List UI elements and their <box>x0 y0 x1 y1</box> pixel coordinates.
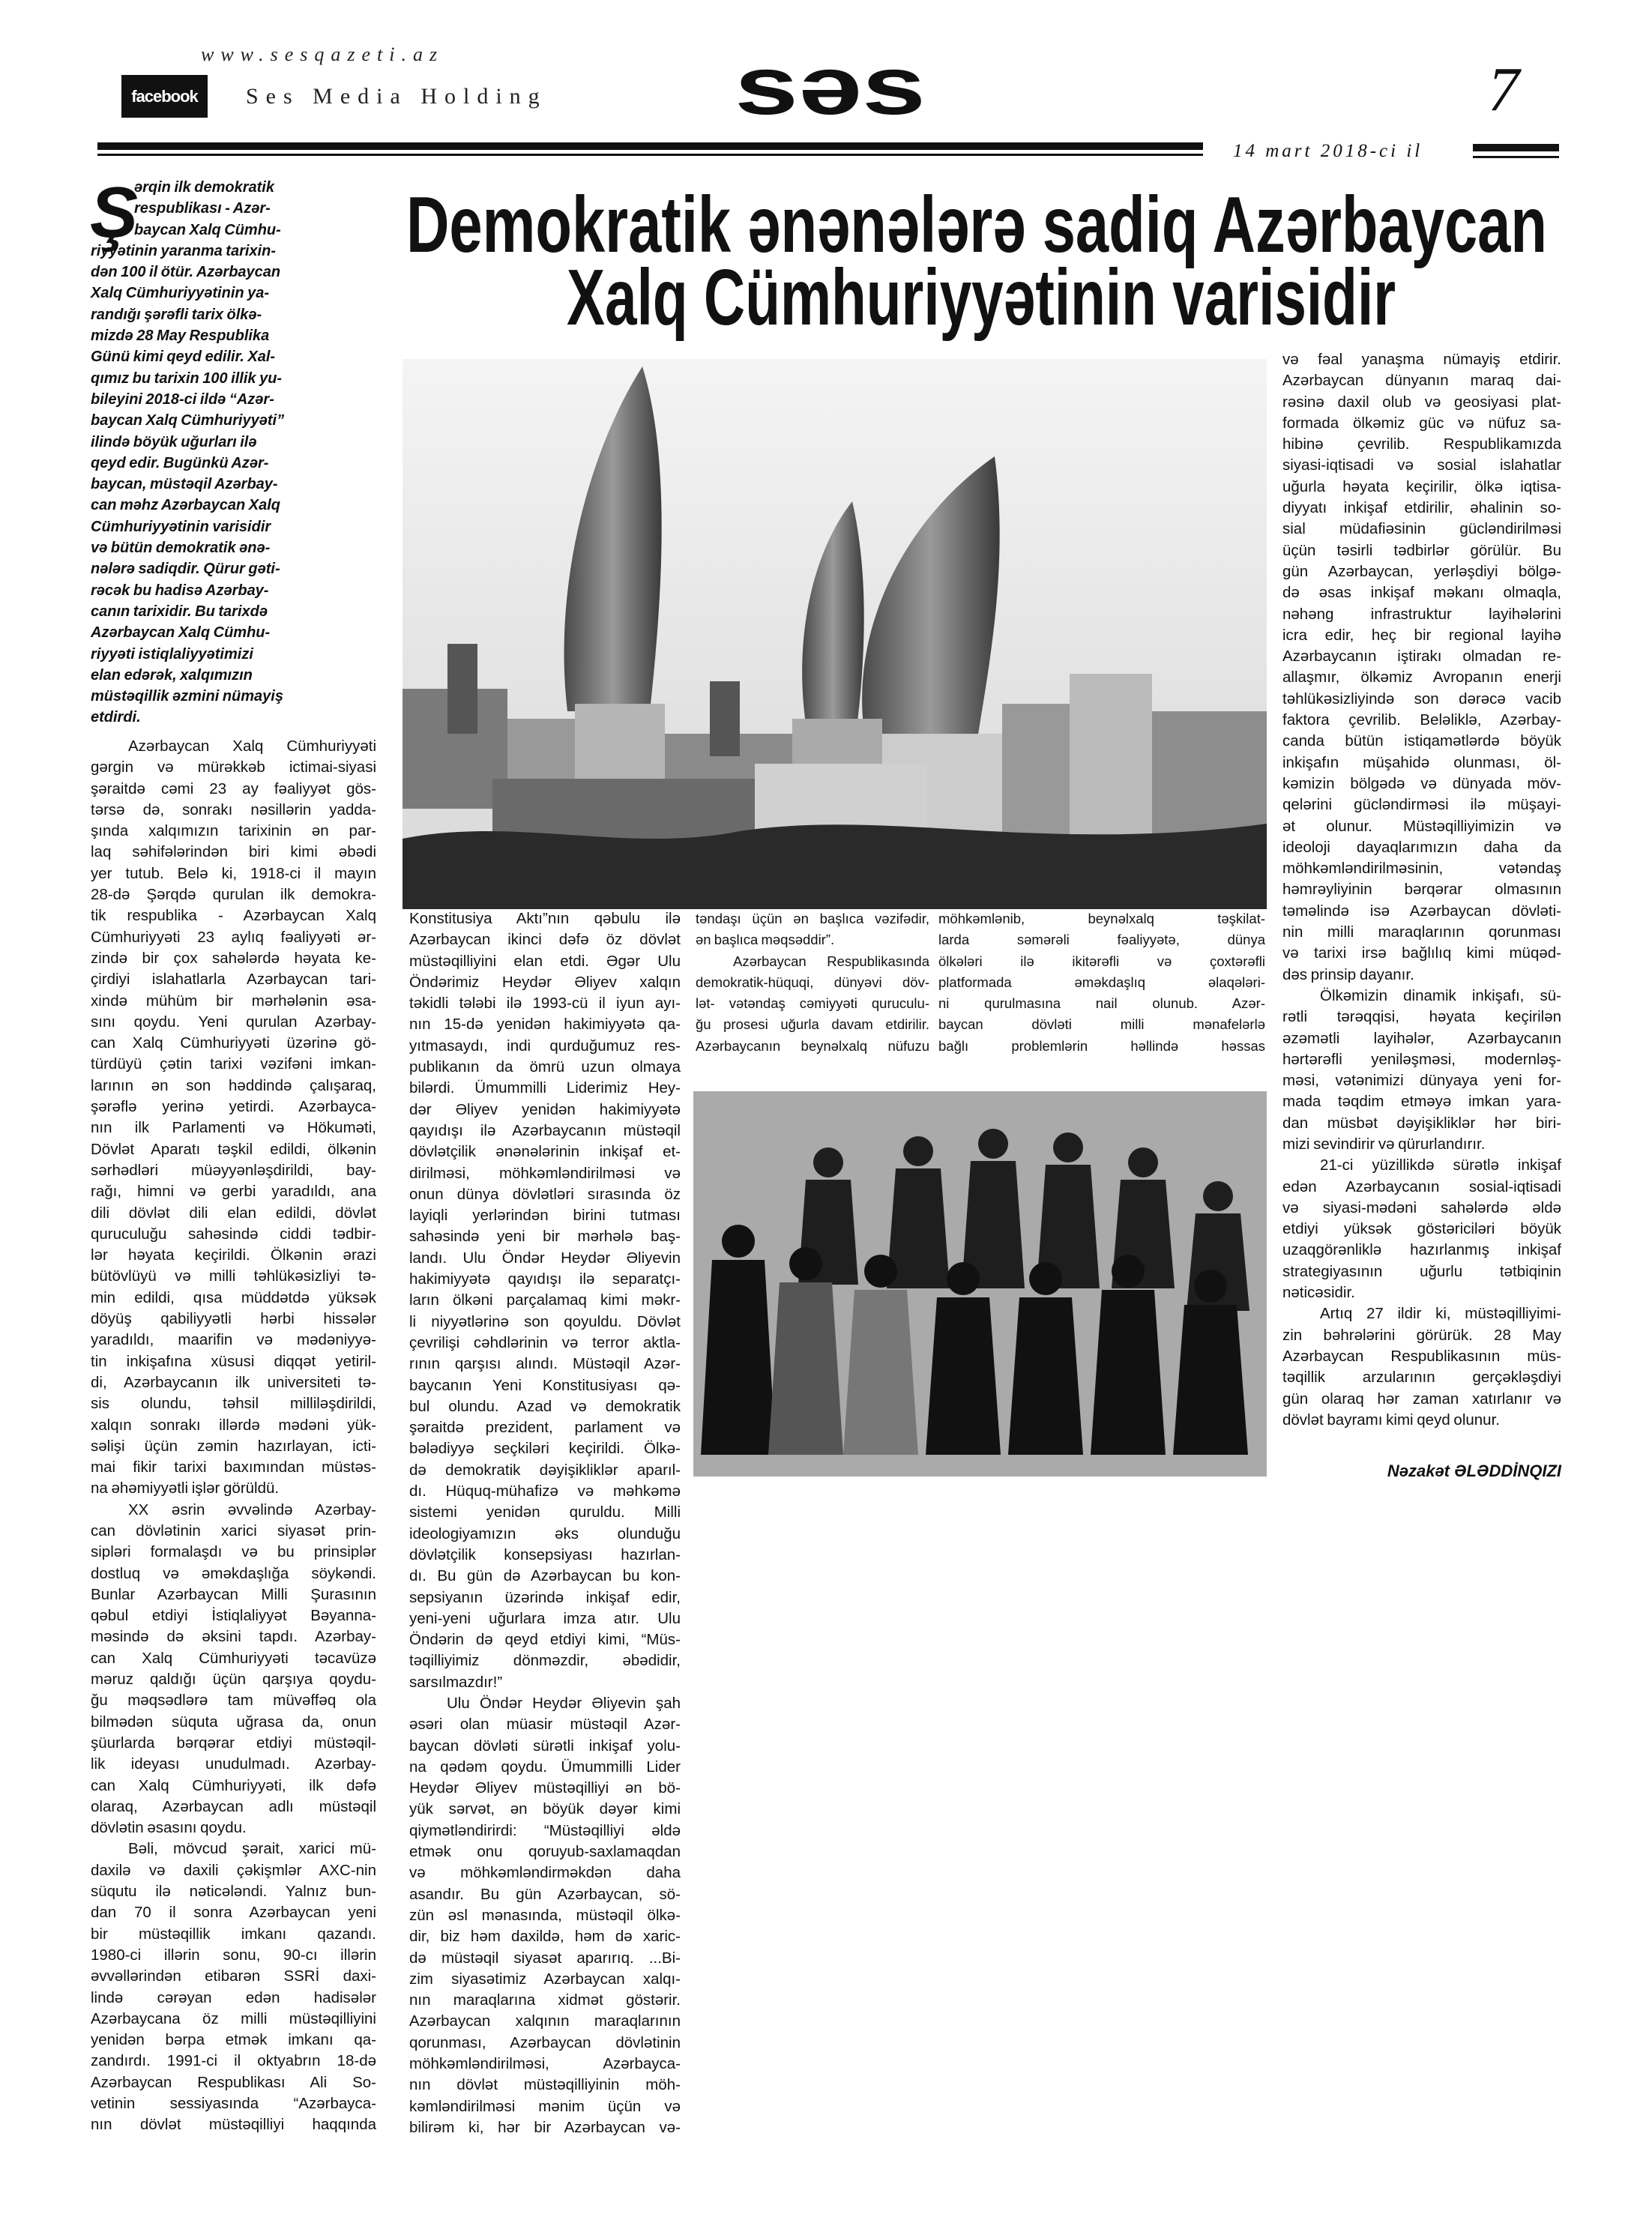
text-line: 1980-ci illərin sonu, 90-cı illərin <box>91 1946 376 1964</box>
masthead-rule-thick <box>97 142 1203 150</box>
text-line: təqillik arzularının gerçəkləşdiyi <box>1282 1369 1561 1387</box>
text-line: zandırdı. 1991-ci il oktyabrın 18-də <box>91 2052 376 2070</box>
text-line: dövlət bayramı kimi qeyd olunur. <box>1282 1411 1500 1429</box>
text-line: də əsas inkişaf məkanı olmaqla, <box>1282 584 1561 602</box>
text-line: li niyyətlərinə son qoyuldu. Dövlət <box>409 1312 681 1330</box>
author-signature: Nəzakət ƏLƏDDİNQIZI <box>1387 1462 1561 1480</box>
text-line: icra edir, heç bir regional layihə <box>1282 626 1561 644</box>
text-line: etmək onu qoruyub-saxlamaqdan <box>409 1843 681 1861</box>
text-line: Bunlar Azərbaycan Milli Şurasının <box>91 1585 376 1603</box>
text-line: bilmədən süquta uğrasa da, onun <box>91 1713 376 1731</box>
text-line: gün Azərbaycan, yerləşdiyi bölgə- <box>1282 562 1561 580</box>
lead-text-line: riyyətinin yaranma tarixin- <box>91 242 276 259</box>
text-line: mai fikir tarixi baxımından müstəs- <box>91 1459 376 1477</box>
lead-text-line: bileyini 2018-ci ildə “Azər- <box>91 390 274 408</box>
date-rule-thin <box>1473 156 1559 158</box>
paragraph <box>91 1500 376 1839</box>
lead-text-line: baycan Xalq Cümhuriyyəti” <box>91 412 285 429</box>
historic-group-photo <box>693 1091 1267 1477</box>
text-line: xində mühüm bir mərhələnin əsa- <box>91 992 376 1010</box>
article-column-4 <box>938 908 1265 1057</box>
text-line: dər Əliyev yenidən hakimiyyətə <box>409 1100 681 1118</box>
lead-text-line: can məhz Azərbaycan Xalq <box>91 497 281 514</box>
text-line: bilirəm ki, hər bir Azərbaycan və- <box>409 2118 681 2136</box>
text-line: nəhəng infrastruktur layihələrini <box>1282 605 1561 623</box>
text-line: məsi, vətənimizi dünyaya yeni for- <box>1282 1072 1561 1090</box>
text-line: ğu prosesi uğurla davam etdirilir. <box>696 1016 929 1033</box>
text-line: nın 15-də yenidən hakimiyyətə qa- <box>409 1016 681 1034</box>
text-line: Cümhuriyyəti 23 aylıq fəaliyyəti ər- <box>91 928 376 946</box>
text-line: siyasi-iqtisadi və sosial islahatlar <box>1282 456 1561 474</box>
lead-text-line: etdirdi. <box>91 709 141 726</box>
lead-text-line: ilində böyük uğurları ilə <box>91 433 257 450</box>
headline-line-1: Demokratik ənənələrə sadiq Azərbaycan <box>406 181 1547 269</box>
text-line: rının qarşısı alındı. Müstəqil Azər- <box>409 1355 681 1373</box>
text-line: sarsılmazdır!” <box>409 1673 503 1691</box>
text-line: dili dövlət dili elan edildi, dövlət <box>91 1204 376 1222</box>
paragraph <box>696 951 929 1057</box>
text-line: türdüyü çətin tarixi vəzifəni imkan- <box>91 1055 376 1073</box>
lead-text-line: nələrə sadiqdir. Qürur gəti- <box>91 561 280 578</box>
lead-text-line: ərqin ilk demokratik <box>134 179 274 196</box>
text-line: səlişi üçün zəmin hazırlayan, icti- <box>91 1437 376 1455</box>
text-line: onun dünya dövlətləri sırasında öz <box>409 1185 681 1203</box>
paragraph <box>1282 349 1561 986</box>
text-line: tin inkişafına xüsusi diqqət yetiril- <box>91 1352 376 1370</box>
text-line: Azərbaycana öz milli müstəqilliyini <box>91 2009 376 2027</box>
text-line: hakimiyyətə qayıdışı ilə separatçı- <box>409 1270 681 1288</box>
headline-line-2: Xalq Cümhuriyyətinin varisidir <box>567 253 1396 342</box>
text-line: baycan dövləti milli mənafelərlə <box>938 1016 1265 1033</box>
text-line: Azərbaycanın iştirakı olmadan re- <box>1282 648 1561 666</box>
text-line: uzaqgörənliklə hazırlanmış inkişaf <box>1282 1241 1561 1259</box>
text-line: na qədəm qoydu. Ümummilli Lider <box>409 1758 681 1776</box>
text-line: laq səhifələrindən biri kimi əbədi <box>91 843 376 861</box>
lead-text-line: randığı şərəfli tarix ölkə- <box>91 306 262 323</box>
text-line: və fəal yanaşma nümayiş etdirir. <box>1282 351 1561 368</box>
text-line: sis olundu, təhsil milliləşdirildi, <box>91 1395 376 1413</box>
lead-text-line: baycan Xalq Cümhu- <box>134 221 281 238</box>
text-line: can Xalq Cümhuriyyəti üzərinə gö- <box>91 1034 376 1052</box>
text-line: təqilliyimiz dönməzdir, əbədidir, <box>409 1652 681 1670</box>
lead-text-line: elan edərək, xalqımızın <box>91 666 253 684</box>
text-line: sərhədləri müəyyənləşdirildi, bay- <box>91 1161 376 1179</box>
paragraph <box>1282 986 1561 1155</box>
drop-cap: Ş <box>90 172 139 253</box>
text-line: çevrilişi cəhdlərinin və terror aktla- <box>409 1333 681 1351</box>
text-line: 21-ci yüzillikdə sürətlə inkişaf <box>1320 1156 1561 1174</box>
text-line: möhkəmləndirilməsinin, vətəndaş <box>1282 860 1561 878</box>
text-line: dirilməsi, möhkəmləndirilməsi və <box>409 1164 681 1182</box>
text-line: demokratik-hüquqi, dünyəvi döv- <box>696 974 929 990</box>
text-line: olaraq, Azərbaycan adlı müstəqil <box>91 1797 376 1815</box>
text-line: ölkələri ilə ikitərəfli və çoxtərəfli <box>938 953 1265 969</box>
text-line: ən başlıca məqsəddir”. <box>696 932 835 948</box>
text-line: dövlətçilik ənənələrinin inkişaf et- <box>409 1143 681 1161</box>
text-line: sipləri formalaşdı və bu prinsiplər <box>91 1543 376 1561</box>
text-line: faktora çevrilib. Beləliklə, Azərbay- <box>1282 711 1561 729</box>
lead-text-line: baycan, müstəqil Azərbay- <box>91 476 278 493</box>
text-line: əvvəllərindən etibarən SSRİ daxi- <box>91 1967 376 1985</box>
text-line: zində bir çox sahələrdə həyata ke- <box>91 949 376 967</box>
text-line: can dövlətinin xarici siyasət prin- <box>91 1521 376 1539</box>
text-line: nin milli maraqlarının qorunması <box>1282 923 1561 941</box>
paragraph <box>91 1839 376 2135</box>
paragraph <box>696 908 929 951</box>
lead-text-line: qeyd edir. Bugünkü Azər- <box>91 454 269 471</box>
baku-flame-towers-photo <box>403 359 1267 909</box>
text-line: zim siyasətimiz Azərbaycan xalqı- <box>409 1970 681 1988</box>
text-line: Azərbaycan Respublikasının müs- <box>1282 1347 1561 1365</box>
text-line: yenidən bərpa etmək imkanı qa- <box>91 2031 376 2049</box>
text-line: bələdiyyə seçkiləri keçirildi. Ölkə- <box>409 1440 681 1458</box>
lead-text-line: və bütün demokratik ənə- <box>91 540 271 557</box>
text-line: Artıq 27 ildir ki, müstəqilliyimi- <box>1320 1305 1561 1323</box>
paragraph <box>409 1693 681 2138</box>
text-line: sını qoydu. Yeni qurulan Azərbay- <box>91 1013 376 1031</box>
text-line: strategiyasının uğurlu tətbiqinin <box>1282 1262 1561 1280</box>
facebook-logo[interactable]: facebook <box>121 75 208 118</box>
text-line: qorunması, Azərbaycan dövlətinin <box>409 2033 681 2051</box>
paragraph <box>938 908 1265 1057</box>
text-line: etdiyi yüksək göstəriciləri böyük <box>1282 1220 1561 1238</box>
text-line: dan müsbət dəyişikliklər hər biri- <box>1282 1114 1561 1132</box>
text-line: hərtərəfli yeniləşməsi, modernləş- <box>1282 1050 1561 1068</box>
text-line: dan 70 il sonra Azərbaycan yeni <box>91 1904 376 1922</box>
text-line: Öndərimiz Heydər Əliyev xalqın <box>409 973 681 991</box>
text-line: sial müdafiəsinin gücləndirilməsi <box>1282 520 1561 538</box>
paragraph <box>1282 1155 1561 1303</box>
text-line: platformada əməkdaşlıq əlaqələri- <box>938 974 1265 990</box>
lead-text-line: riyyəti istiqlaliyyətimizi <box>91 645 253 663</box>
lead-text-line: respublikası - Azər- <box>134 200 271 217</box>
text-line: vetinin sessiyasında “Azərbayca- <box>91 2095 376 2112</box>
text-line: şərəflə yerinə yetirdi. Azərbayca- <box>91 1098 376 1116</box>
text-line: baycanın Yeni Konstitusiyası qə- <box>409 1376 681 1394</box>
text-line: can Xalq Cümhuriyyəti təcavüzə <box>91 1649 376 1667</box>
text-line: dəs prinsip dayanır. <box>1282 965 1414 983</box>
text-line: edən Azərbaycanın sosial-iqtisadi <box>1282 1177 1561 1195</box>
text-line: dı. Bu gün də Azərbaycan bu kon- <box>409 1567 681 1585</box>
text-line: qayıdışı ilə Azərbaycanın müstəqil <box>409 1121 681 1139</box>
text-line: təkidli tələbi ilə 1993-cü il iyun ayı- <box>409 995 681 1013</box>
text-line: canda bütün istiqamətlərdə böyük <box>1282 732 1561 750</box>
site-url[interactable]: www.sesqazeti.az <box>201 43 444 65</box>
masthead-rule-thin <box>97 154 1203 156</box>
text-line: əzəmətli layihələr, Azərbaycanın <box>1282 1029 1561 1047</box>
text-line: XX əsrin əvvəlində Azərbay- <box>128 1500 376 1518</box>
text-line: bul olundu. Azad və demokratik <box>409 1397 681 1415</box>
text-line: zün əsl mənasında, müstəqil ölkə- <box>409 1906 681 1924</box>
article-column-1 <box>91 736 376 2136</box>
text-line: mizi sevindirir və qürurlandırır. <box>1282 1135 1486 1153</box>
text-line: larının ən son həddində çalışaraq, <box>91 1076 376 1094</box>
text-line: kəmləndirilməsi mənim üçün və <box>409 2097 681 2115</box>
text-line: dövlətçilik konsepsiyası hazırlan- <box>409 1545 681 1563</box>
trees-foreground <box>403 824 1267 909</box>
text-line: formada ölkəmiz güc və nüfuz sa- <box>1282 414 1561 432</box>
issue-date: 14 mart 2018-ci il <box>1233 141 1423 161</box>
text-line: Azərbaycan xalqının maraqlarının <box>409 2012 681 2030</box>
text-line: uğurla həyata keçirilir, ölkə iqtisa- <box>1282 477 1561 495</box>
text-line: lində cərəyan edən hadisələr <box>91 1988 376 2006</box>
text-line: ideoloji dayaqlarımızın daha da <box>1282 838 1561 856</box>
lead-text-line: Cümhuriyyətinin varisidir <box>91 518 271 535</box>
article-headline <box>397 181 1555 342</box>
text-line: baycan dövləti sürətli inkişaf yolu- <box>409 1737 681 1755</box>
text-line: məruz qaldığı üçün qarşıya qoydu- <box>91 1671 376 1689</box>
text-line: tik respublika - Azərbaycan Xalq <box>91 907 376 925</box>
text-line: dostluq və əməkdaşlığa söykəndi. <box>91 1564 376 1582</box>
text-line: landı. Ulu Öndər Heydər Əliyevin <box>409 1249 681 1267</box>
text-line: diyyatı inkişaf etdirilir, əhalinin so- <box>1282 499 1561 517</box>
text-line: yer tutub. Belə ki, 1918-ci il mayın <box>91 864 376 882</box>
text-line: nın dövlət müstəqilliyinin möh- <box>409 2076 681 2094</box>
text-line: şəraitdə cəmi 23 ay fəaliyyət gös- <box>91 779 376 797</box>
text-line: yaradıldı, maarifin və mədəniyyə- <box>91 1331 376 1349</box>
text-line: şüurlarda bərqərar etdiyi müstəqil- <box>91 1734 376 1752</box>
logo-text: səs <box>735 40 926 132</box>
text-line: rətli tərəqqisi, həyata keçirilən <box>1282 1008 1561 1026</box>
text-line: Ulu Öndər Heydər Əliyevin şah <box>447 1694 681 1712</box>
text-line: şəraitdə prezident, parlament və <box>409 1419 681 1437</box>
text-line: dövlətin əsasını qoydu. <box>91 1819 247 1837</box>
text-line: nın maraqlarına xidmət göstərir. <box>409 1991 681 2009</box>
lead-text-line: mizdə 28 May Respublika <box>91 328 270 345</box>
text-line: nəticəsidir. <box>1282 1284 1355 1302</box>
text-line: üçün təsirli tədbirlər görülür. Bu <box>1282 541 1561 559</box>
text-line: süqutu ilə nəticələndi. Yalnız bun- <box>91 1883 376 1901</box>
text-line: yıtmasaydı, indi qurduğumuz res- <box>409 1037 681 1055</box>
text-line: gün olaraq hər zaman xatırlanır və <box>1282 1390 1561 1408</box>
text-line: rağı, himni və gerbi yaradıldı, ana <box>91 1183 376 1201</box>
text-line: Dövlət Aparatı təşkil edildi, ölkənin <box>91 1140 376 1158</box>
text-line: yeni-yeni uğurlara imza atır. Ulu <box>409 1609 681 1627</box>
text-line: əsəri olan müasir müstəqil Azər- <box>409 1716 681 1734</box>
lead-text-line: dən 100 il ötür. Azərbaycan <box>91 264 281 281</box>
text-line: min edildi, qısa müddətdə yüksək <box>91 1288 376 1306</box>
text-line: Öndərin də qeyd etdiyi kimi, “Müs- <box>409 1631 681 1649</box>
lead-text-line: Xalq Cümhuriyyətinin ya- <box>91 285 270 302</box>
text-line: möhkəmləndirilməsi, Azərbayca- <box>409 2055 681 2073</box>
text-line: hibinə çevrilib. Respublikamızda <box>1282 435 1561 453</box>
article-lead <box>90 172 376 729</box>
text-line: şında xalqımızın tarixinin ən par- <box>91 822 376 840</box>
text-line: allaşmır, ölkəmiz Avropanın enerji <box>1282 669 1561 687</box>
text-line: gərgin və mürəkkəb ictimai-siyasi <box>91 758 376 776</box>
text-line: də müstəqil siyasət aparırıq. ...Bi- <box>409 1949 681 1967</box>
text-line: dir, biz həm daxildə, həm də xaric- <box>409 1928 681 1946</box>
text-line: larda səmərəli fəaliyyətə, dünya <box>938 932 1265 948</box>
text-line: və siyasi-mədəni sahələrdə əldə <box>1282 1198 1561 1216</box>
page-number: 7 <box>1488 55 1519 124</box>
text-line: Azərbaycan Respublikasında <box>733 953 929 969</box>
text-line: Azərbaycan Xalq Cümhuriyyəti <box>128 738 376 755</box>
article-column-2 <box>409 908 681 2138</box>
text-line: məsində də əksini tapdı. Azərbay- <box>91 1628 376 1646</box>
paragraph <box>409 908 681 1693</box>
text-line: rəsinə daxil olub və geosiyasi plat- <box>1282 393 1561 411</box>
paragraph <box>91 736 376 1500</box>
text-line: ideologiyamızın əks olunduğu <box>409 1524 681 1542</box>
text-line: və tarixi irsə bağlılıq kimi müqəd- <box>1282 944 1561 962</box>
text-line: qəbul etdiyi İstiqlaliyyət Bəyanna- <box>91 1607 376 1625</box>
lead-text-line: Günü kimi qeyd edilir. Xal- <box>91 349 276 366</box>
text-line: həmrəyliyinin bərqərar olmasının <box>1282 881 1561 899</box>
text-line: müstəqilliyini elan etdi. Əgər Ulu <box>409 952 681 970</box>
lead-text-line: rəcək bu hadisə Azərbay- <box>91 582 269 599</box>
date-rule-thick <box>1473 144 1559 151</box>
text-line: nın dövlət müstəqilliyi haqqında <box>91 2116 376 2134</box>
text-line: inkişafın müşahidə olunması, öl- <box>1282 753 1561 771</box>
text-line: və möhkəmləndirməkdən daha <box>409 1864 681 1882</box>
text-line: Bəli, mövcud şərait, xarici mü- <box>128 1840 376 1858</box>
text-line: ğu məqsədlərə tam müvəffəq ola <box>91 1692 376 1710</box>
text-line: təndaşı üçün ən başlıca vəzifədir, <box>696 911 929 926</box>
text-line: bir müstəqillik imkanı qazandı. <box>91 1925 376 1943</box>
text-line: qelərini gücləndirməsi ilə müşayi- <box>1282 796 1561 814</box>
text-line: mada təqdim etməyə imkan yara- <box>1282 1093 1561 1111</box>
text-line: sistemi yenidən quruldu. Milli <box>409 1503 681 1521</box>
text-line: döyüş qabiliyyətli hərbi hissələr <box>91 1310 376 1328</box>
paragraph <box>1282 1303 1561 1431</box>
text-line: bağlı problemlərin həllində həssas <box>938 1037 1265 1054</box>
article-column-5 <box>1282 349 1561 1431</box>
lead-text-line: canın tarixidir. Bu tarixdə <box>91 603 268 620</box>
holding-name: Ses Media Holding <box>246 84 547 109</box>
text-line: yük sərvət, ən böyük dəyər kimi <box>409 1800 681 1818</box>
text-line: tərsə də, sonrakı nəsillərin yadda- <box>91 800 376 818</box>
text-line: Konstitusiya Aktı”nın qəbulu ilə <box>409 910 681 927</box>
text-line: publikanın da ömrü uzun olmaya <box>409 1058 681 1076</box>
text-line: qiymətləndirirdi: “Müstəqilliyi əldə <box>409 1821 681 1839</box>
text-line: di, Azərbaycanın ilk universiteti tə- <box>91 1373 376 1391</box>
text-line: möhkəmlənib, beynəlxalq təşkilat- <box>938 911 1265 926</box>
text-line: ni qurulmasına nail olunub. Azər- <box>938 995 1265 1012</box>
text-line: lət- vətəndaş cəmiyyəti quruculu- <box>696 995 929 1012</box>
text-line: xalqın sonrakı illərdə mədəni yük- <box>91 1416 376 1434</box>
text-line: Azərbaycanın beynəlxalq nüfuzu <box>696 1037 929 1054</box>
text-line: sepsiyanın üzərində inkişaf edir, <box>409 1588 681 1606</box>
text-line: dı. Hüquq-mühafizə və məhkəmə <box>409 1483 681 1500</box>
text-line: 28-də Şərqdə qurulan ilk demokra- <box>91 886 376 904</box>
text-line: layiqli yerlərindən birini tutması <box>409 1207 681 1225</box>
text-line: na əhəmiyyətli işlər görüldü. <box>91 1480 280 1497</box>
text-line: lər həyata keçirildi. Ölkənin ərazi <box>91 1246 376 1264</box>
text-line: zin bəhrələrini görürük. 28 May <box>1282 1326 1561 1344</box>
lead-text-line: müstəqillik əzmini nümayiş <box>91 688 283 705</box>
newspaper-logo <box>727 40 937 132</box>
text-line: kəmizin bölgədə və dünyada möv- <box>1282 774 1561 792</box>
text-line: Heydər Əliyev müstəqilliyi ən bö- <box>409 1779 681 1797</box>
article-column-3 <box>696 908 929 1057</box>
text-line: Azərbaycan ikinci dəfə öz dövlət <box>409 931 681 949</box>
text-line: təməlində isə Azərbaycan dövləti- <box>1282 902 1561 920</box>
text-line: can Xalq Cümhuriyyəti, ilk dəfə <box>91 1776 376 1794</box>
lead-text-line: Azərbaycan Xalq Cümhu- <box>91 624 271 642</box>
lead-text-line: qımız bu tarixin 100 illik yu- <box>91 370 283 387</box>
text-line: daxilə və daxili çəkişmlər AXC-nin <box>91 1861 376 1879</box>
text-line: Ölkəmizin dinamik inkişafı, sü- <box>1320 986 1561 1004</box>
text-line: nın ilk Parlamenti və Hökuməti, <box>91 1119 376 1137</box>
text-line: ların ölkəni parçalamaq kimi məkr- <box>409 1291 681 1309</box>
text-line: bilərdi. Ümummilli Liderimiz Hey- <box>409 1079 681 1097</box>
text-line: də demokratik dəyişikliklər aparıl- <box>409 1461 681 1479</box>
text-line: sahəsində yeni bir mərhələ baş- <box>409 1228 681 1246</box>
text-line: asandır. Bu gün Azərbaycan, sö- <box>409 1885 681 1903</box>
text-line: ət olunur. Müstəqilliyimizin və <box>1282 817 1561 835</box>
text-line: Azərbaycan dünyanın maraq dai- <box>1282 372 1561 390</box>
text-line: təhlükəsizliyində son dərəcə vacib <box>1282 690 1561 708</box>
text-line: çirdiyi islahatlarla Azərbaycan tari- <box>91 971 376 989</box>
text-line: Azərbaycan Respublikası Ali So- <box>91 2073 376 2091</box>
text-line: lik ideyası unudulmadı. Azərbay- <box>91 1755 376 1773</box>
text-line: bütövlüyü və milli təhlükəsizliyi tə- <box>91 1267 376 1285</box>
text-line: quruculuğu sahəsində ciddi tədbir- <box>91 1225 376 1243</box>
